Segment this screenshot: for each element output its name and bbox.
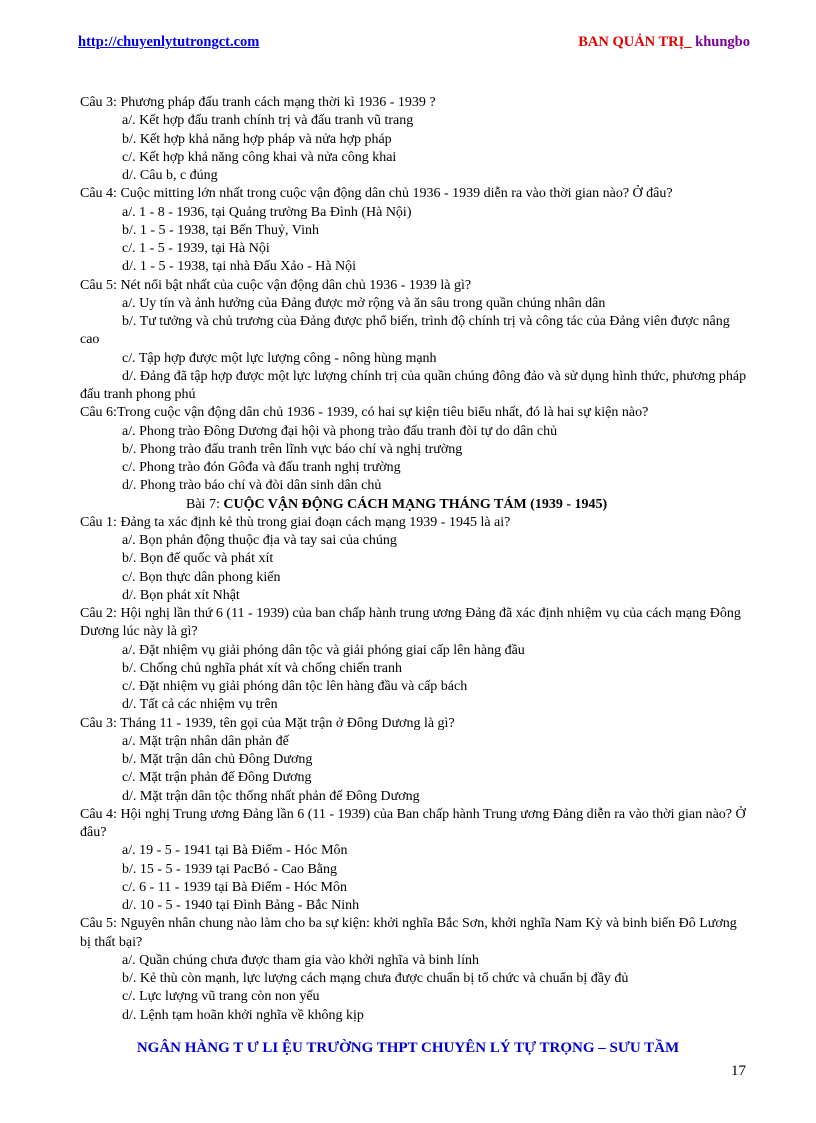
answer-option: d/. Lệnh tạm hoãn khởi nghĩa về không kịp: [122, 1007, 364, 1023]
answer-option: d/. Bọn phát xít Nhật: [122, 587, 240, 603]
answer-option: d/. Câu b, c đúng: [122, 168, 218, 183]
answer-option: d/. Phong trào báo chí và đòi dân sinh dân chủ: [122, 478, 382, 494]
question: Câu 3: Tháng 11 - 1939, tên gọi của Mặt trận ở Đông Dương là gì?: [80, 715, 455, 731]
lesson-prefix: Bài 7:: [186, 496, 224, 512]
answer-option: b/. Mặt trận dân chủ Đông Dương: [122, 752, 313, 767]
answer-option: b/. Chống chủ nghĩa phát xít và chống chiến tranh: [122, 660, 402, 676]
footer-banner: NGÂN HÀNG T Ư LI ỆU TRƯỜNG THPT CHUYÊN LÝ TỰ TRỌNG – SƯU TẦM: [136, 1040, 680, 1056]
answer-option: c/. Tập hợp được một lực lượng công - nông hùng mạnh: [122, 350, 437, 366]
question: Câu 1: Đảng ta xác định kẻ thù trong giai đoạn cách mạng 1939 - 1945 là ai?: [80, 514, 511, 530]
answer-option: b/. Phong trào đấu tranh trên lĩnh vực báo chí và nghị trường: [122, 441, 463, 457]
answer-option: a/. Kết hợp đấu tranh chính trị và đấu tranh vũ trang: [122, 113, 414, 129]
answer-option: a/. Quần chúng chưa được tham gia vào khởi nghĩa và binh lính: [122, 952, 479, 968]
lesson-heading: [80, 496, 750, 514]
answer-option: a/. 1 - 8 - 1936, tại Quảng trường Ba Đình (Hà Nội): [122, 204, 412, 220]
answer-option: b/. Kết hợp khả năng hợp pháp và nửa hợp pháp: [122, 131, 392, 147]
answer-option: c/. Lực lượng vũ trang còn non yếu: [122, 989, 320, 1005]
question: Câu 5: Nguyên nhân chung nào làm cho ba sự kiện: khởi nghĩa Bắc Sơn, khởi nghĩa Nam Kỳ và binh biến Đô Lương bị thất bại?: [80, 916, 737, 950]
answer-option: a/. Đặt nhiệm vụ giải phóng dân tộc và giải phóng giai cấp lên hàng đầu: [122, 642, 525, 658]
page-number: 17: [731, 1063, 746, 1079]
question: Câu 4: Cuộc mitting lớn nhất trong cuộc vận động dân chủ 1936 - 1939 diễn ra vào thời gian nào? Ở đâu?: [80, 186, 673, 202]
answer-option: d/. Tất cả các nhiệm vụ trên: [122, 697, 278, 713]
answer-option: a/. Mặt trận nhân dân phản đế: [122, 733, 289, 749]
answer-option: c/. Kết hợp khả năng công khai và nửa công khai: [122, 149, 397, 165]
answer-option: a/. 19 - 5 - 1941 tại Bà Điểm - Hóc Môn: [122, 843, 348, 859]
answer-option: c/. 1 - 5 - 1939, tại Hà Nội: [122, 241, 270, 256]
answer-option: b/. Tư tưởng và chủ trương của Đảng được phổ biến, trình độ chính trị và công tác của Đảng viên được nâng cao: [80, 314, 730, 348]
site-link[interactable]: http://chuyenlytutrongct.com: [78, 34, 260, 50]
answer-option: d/. 10 - 5 - 1940 tại Đình Bảng - Bắc Ninh: [122, 898, 360, 913]
answer-option: c/. 6 - 11 - 1939 tại Bà Điểm - Hóc Môn: [122, 879, 347, 895]
admin-label-text: BAN QUẢN TRỊ_: [578, 34, 696, 50]
answer-option: b/. Bọn đế quốc và phát xít: [122, 551, 274, 567]
answer-option: d/. 1 - 5 - 1938, tại nhà Đấu Xảo - Hà Nội: [122, 259, 357, 275]
answer-option: c/. Mặt trận phản đế Đông Dương: [122, 770, 312, 786]
answer-option: b/. Kẻ thù còn mạnh, lực lượng cách mạng chưa được chuẩn bị tổ chức và chuẩn bị đầy đủ: [122, 971, 629, 986]
question: Câu 6:Trong cuộc vận động dân chủ 1936 - 1939, có hai sự kiện tiêu biểu nhất, đó là hai sự kiện nào?: [80, 405, 649, 421]
question: Câu 3: Phương pháp đấu tranh cách mạng thời kì 1936 - 1939 ?: [80, 95, 436, 110]
answer-option: d/. Mặt trận dân tộc thống nhất phản đế Đông Dương: [122, 788, 420, 804]
answer-option: c/. Bọn thực dân phong kiến: [122, 569, 281, 585]
answer-option: c/. Đặt nhiệm vụ giải phóng dân tộc lên hàng đầu và cấp bách: [122, 679, 468, 694]
question: Câu 2: Hội nghị lần thứ 6 (11 - 1939) của ban chấp hành trung ương Đảng đã xác định nhiệm vụ của cách mạng Đông Dương lúc này là gì?: [80, 606, 741, 640]
document-body: [80, 94, 750, 1025]
answer-option: a/. Uy tín và ảnh hưởng của Đảng được mở rộng và ăn sâu trong quần chúng nhân dân: [122, 295, 606, 311]
question: Câu 5: Nét nổi bật nhất của cuộc vận động dân chủ 1936 - 1939 là gì?: [80, 277, 472, 293]
answer-option: a/. Bọn phản động thuộc địa và tay sai của chúng: [122, 533, 397, 548]
answer-option: b/. 1 - 5 - 1938, tại Bến Thuỷ, Vinh: [122, 222, 319, 238]
answer-option: a/. Phong trào Đông Dương đại hội và phong trào đấu tranh đòi tự do dân chủ: [122, 423, 558, 439]
answer-option: c/. Phong trào đón Gôđa và đấu tranh nghị trường: [122, 460, 401, 475]
admin-label: [578, 34, 750, 51]
lesson-title: CUỘC VẬN ĐỘNG CÁCH MẠNG THÁNG TÁM (1939 - 1945): [223, 496, 608, 512]
answer-option: b/. 15 - 5 - 1939 tại PacBó - Cao Bằng: [122, 861, 338, 877]
admin-username: khungbo: [695, 34, 750, 50]
question: Câu 4: Hội nghị Trung ương Đảng lần 6 (11 - 1939) của Ban chấp hành Trung ương Đảng diễn ra vào thời gian nào? Ở đâu?: [80, 806, 746, 840]
answer-option: d/. Đảng đã tập hợp được một lực lượng chính trị của quần chúng đông đảo và sử dụng hình thức, phương pháp đấu tranh phong phú: [80, 368, 747, 402]
